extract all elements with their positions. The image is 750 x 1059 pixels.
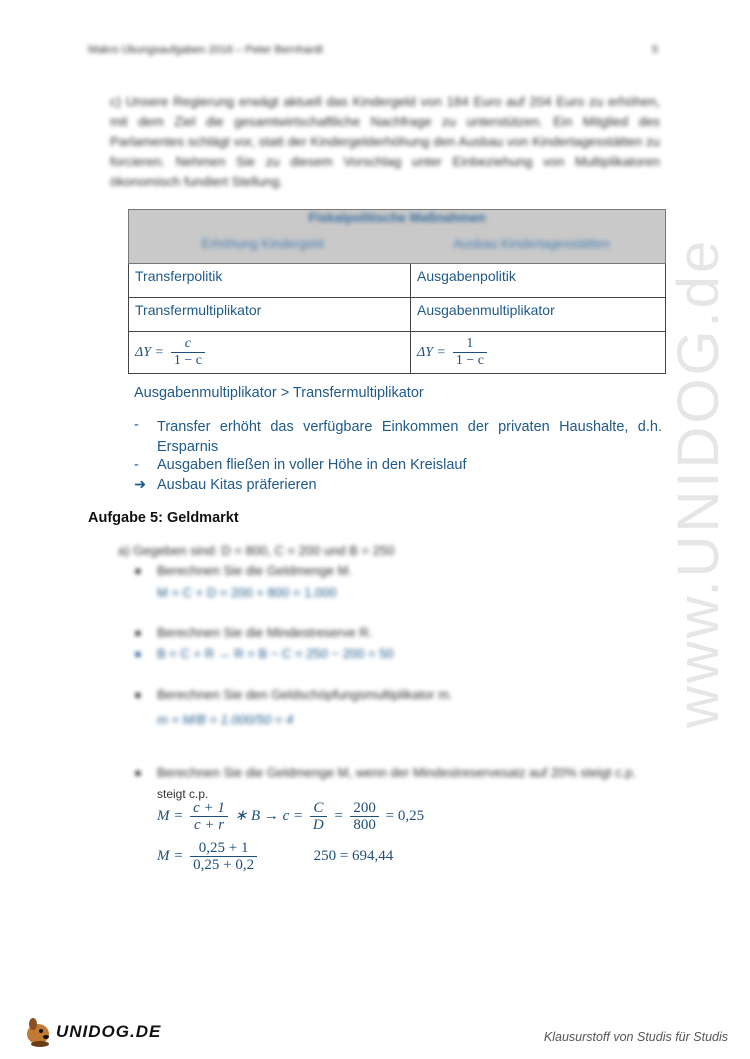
answer: m = M/B = 1.000/50 = 4 [157,712,294,727]
table-cell: Ausgabenpolitik [411,264,666,298]
formula-mid: ∗ B → c = [234,807,304,824]
formula-money-supply [157,800,424,833]
section-heading: Aufgabe 5: Geldmarkt [88,510,239,526]
table-cell: Ausgabenmultiplikator [411,298,666,332]
list-item: Ausgaben fließen in voller Höhe in den Kreislauf [157,457,467,473]
multiplier-comparison: Ausgabenmultiplikator > Transfermultiplikator [134,385,424,401]
task-c-paragraph [110,92,660,192]
footer-tagline: Klausurstoff von Studis für Studis [543,1030,728,1044]
fraction [190,800,228,833]
answer: M = C + D = 200 + 800 = 1.000 [157,585,337,600]
numerator: 200 [350,800,379,817]
answer: B = C + R → R = B − C = 250 − 200 = 50 [157,646,394,661]
numerator: c + 1 [190,800,228,817]
fraction [190,840,257,873]
question: Berechnen Sie den Geldschöpfungsmultiplikator m. [157,687,453,702]
denominator: 1 − c [173,353,202,368]
page-number: 5 [651,44,658,56]
denominator: 0,25 + 0,2 [193,857,255,873]
numerator: 1 [453,336,487,353]
formula-cell-left [129,332,411,374]
formula-cell-right [411,332,666,374]
formula-lhs: M = [157,807,184,824]
list-item: Ausbau Kitas präferieren [157,477,317,493]
fiscal-measures-table [128,209,666,374]
task-c-text: Unsere Regierung erwägt aktuell das Kindergeld von 184 Euro auf 204 Euro zu erhöhen, mit dem Ziel die gesamtwirtschaftliche Nachfrage zu unterstützen. Ein Mitglied des Parlamentes schlägt vor, statt der Kindergelderhöhung den Ausbau von Kindertagesstätten zu forcieren. Nehmen Sie zu diesem Vorschlag unter Einbeziehung von Multiplikatoren ökonomisch fundiert Stellung. [110,94,661,189]
header-title: Makro Übungsaufgaben 2016 – Peter Bernhardt [88,44,323,56]
denominator: 1 − c [455,353,484,368]
formula-lhs: ΔY = [417,345,446,361]
fraction [171,336,205,369]
table-row [129,298,666,332]
list-item-dash: - [134,417,139,433]
bullet-icon: ● [134,625,142,640]
denominator: 800 [353,817,376,833]
numerator: 0,25 + 1 [190,840,257,857]
equals: = [333,807,344,824]
list-item: Transfer erhöht das verfügbare Einkommen der privaten Haushalte, d.h. Ersparnis [157,419,662,455]
fraction [310,800,327,833]
table-row [129,264,666,298]
fraction [453,336,487,369]
formula-lhs: M = [157,847,184,864]
logo-text: UNIDOG.DE [56,1022,162,1041]
question: Berechnen Sie die Mindestreserve R. [157,625,373,640]
table-col-header-right: Ausbau Kindertagesstätten [453,236,610,251]
denominator: D [312,817,324,833]
bullet-icon: ● [134,765,142,780]
formula-result: 250 = 694,44 [313,847,394,864]
question: Berechnen Sie die Geldmenge M, wenn der Mindestreservesatz auf 20% steigt c.p. [157,765,637,780]
watermark-text: www.UNIDOG.de [666,237,731,728]
task-a-intro: a) Gegeben sind: D = 800, C = 200 und B = 250 [118,543,395,558]
formula-money-supply-2 [157,840,393,873]
question: Berechnen Sie die Geldmenge M. [157,563,353,578]
table-title: Fiskalpolitische Maßnahmen [308,210,486,225]
list-item-dash: - [134,457,139,473]
bullet-icon: ● [134,646,142,661]
arrow-right-icon: ➜ [134,477,147,493]
bullet-icon: ● [134,563,142,578]
formula-lhs: ΔY = [135,345,164,361]
table-row [129,332,666,374]
formula-result: = 0,25 [385,807,425,824]
unidog-logo [22,1012,162,1048]
table-col-header-left: Erhöhung Kindergeld [201,236,324,251]
table-cell: Transferpolitik [129,264,411,298]
question-tail: steigt c.p. [157,787,209,801]
bullet-icon: ● [134,687,142,702]
table-cell: Transfermultiplikator [129,298,411,332]
task-c-label: c) [110,94,121,109]
numerator: C [310,800,327,817]
numerator: c [171,336,205,353]
denominator: c + r [193,817,225,833]
fraction [350,800,379,833]
